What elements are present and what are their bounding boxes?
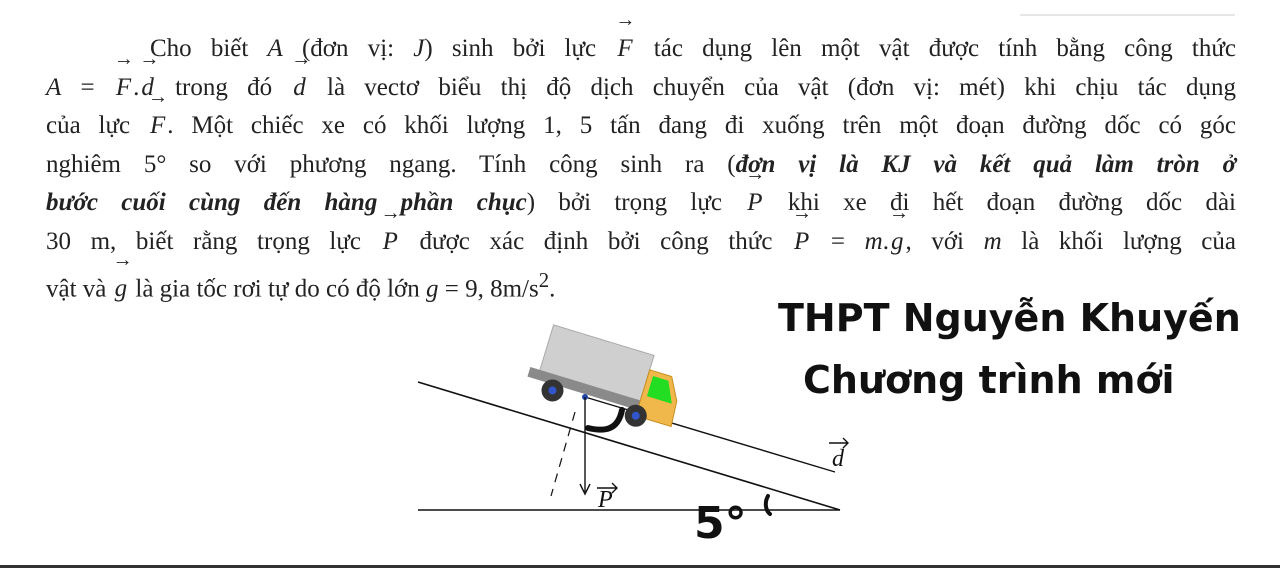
label-p: P (598, 487, 613, 513)
vector-d: → d (291, 69, 308, 108)
vector-F: → F (114, 69, 133, 108)
vector-P: → P (792, 223, 811, 262)
angle-label: 5° (694, 498, 747, 549)
truck (522, 322, 689, 437)
problem-line-5: bước cuối cùng đến hàng phần chục) bởi trọng lực → P khi xe đi hết đoạn đường dốc dài (46, 184, 1236, 223)
emphasis-text: bước cuối cùng đến hàng phần chục (46, 189, 527, 216)
vector-F: → F (148, 107, 167, 146)
problem-line-1: Cho biết A (đơn vị: J) sinh bởi lực → F tác dụng lên một vật được tính bằng công thức (46, 30, 1236, 69)
vector-F: → F (615, 30, 634, 69)
angle-arc-mark (766, 496, 770, 514)
label-d: d (832, 446, 844, 472)
problem-line-6: 30 m, biết rằng trọng lực → P được xác định bởi công thức → P = m.→ g, với m là khối lượng của (46, 223, 1236, 262)
vector-P: → P (381, 223, 400, 262)
vector-g: → g (113, 270, 130, 309)
problem-line-7: vật và → g là gia tốc rơi tự do có độ lớn g = 9, $8m/s^2$. (46, 261, 1236, 309)
emphasis-text: đơn vị là KJ và kết quả làm tròn ở (735, 150, 1236, 178)
angle-mark-stroke (588, 410, 622, 430)
problem-line-2: A = → F.→ d trong đó → d là vectơ biểu thị độ dịch chuyển của vật (đơn vị: mét) khi chịu tác dụng (46, 69, 1236, 108)
problem-line-4: nghiêm 5° so với phương ngang. Tính công sinh ra (đơn vị là KJ và kết quả làm tròn ở (46, 150, 1236, 178)
perpendicular-dashed (551, 412, 575, 496)
vector-P: → P (745, 184, 764, 223)
vector-d: → d (139, 69, 156, 108)
problem-line-3: của lực → F. Một chiếc xe có khối lượng 1, 5 tấn đang đi xuống trên một đoạn đường dốc có góc (46, 107, 1236, 146)
school-brand-title: THPT Nguyễn Khuyến (778, 296, 1241, 340)
program-subtitle: Chương trình mới (803, 358, 1175, 402)
vector-g: → g (889, 223, 906, 262)
